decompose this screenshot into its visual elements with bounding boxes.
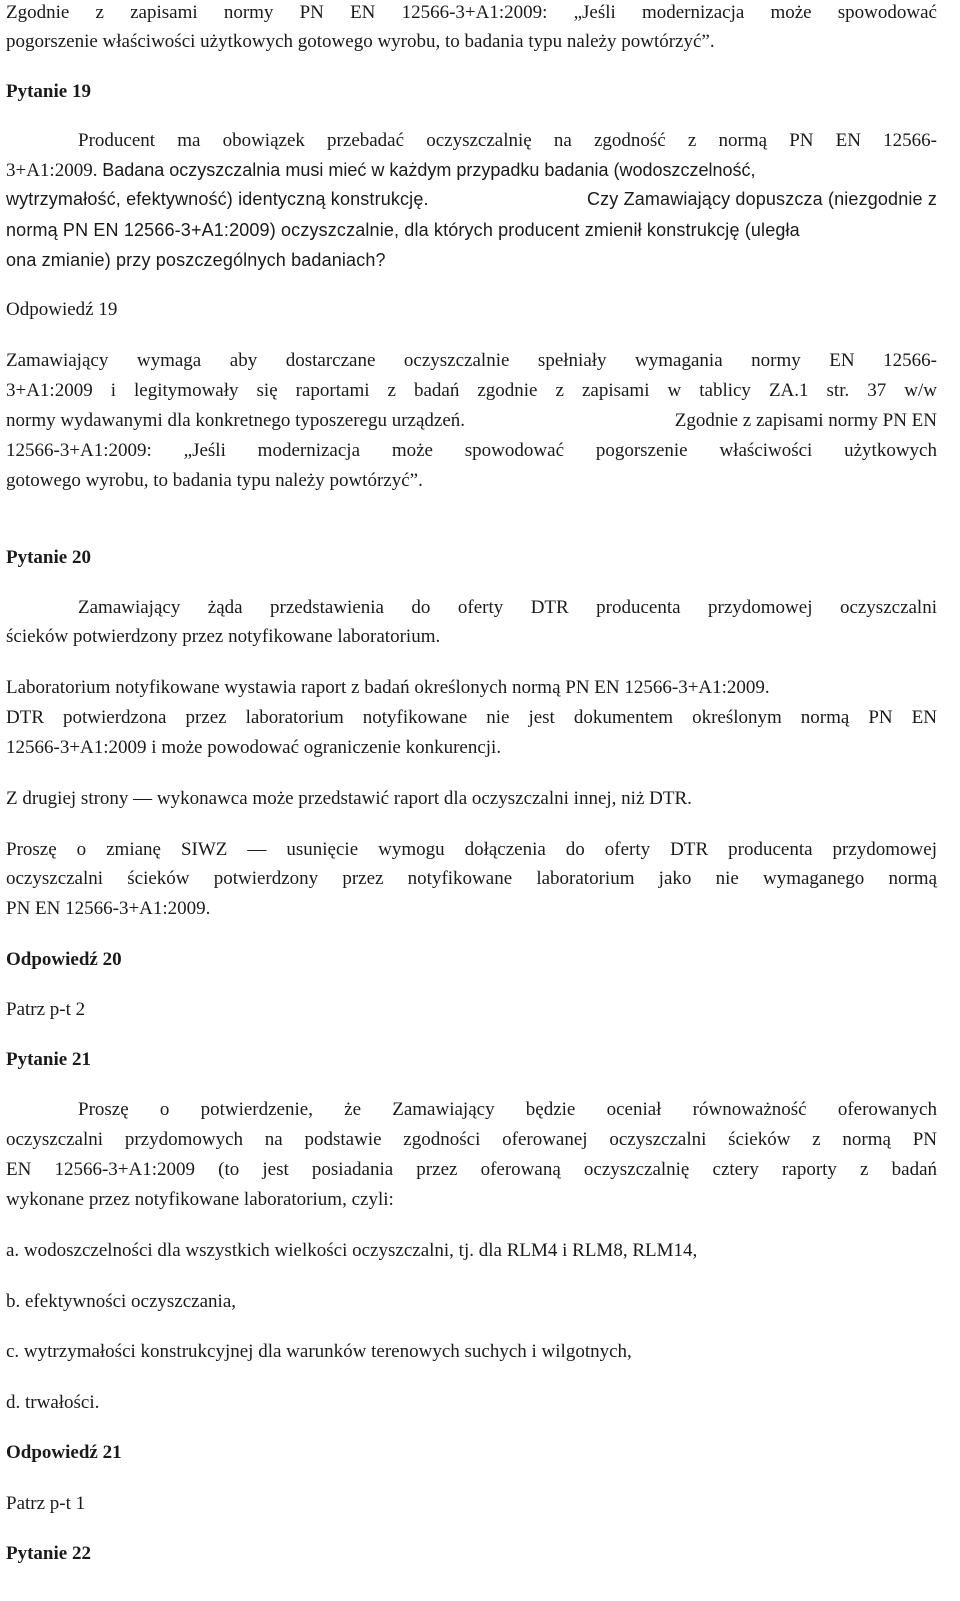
text-line: 12566-3+A1:2009: „Jeśli modernizacja może spowodować pogorszenie właściwości użytkowych	[6, 440, 937, 461]
text-line: Czy Zamawiający dopuszcza (niezgodnie z	[586, 189, 937, 209]
text-line: Zgodnie z zapisami normy PN EN 12566-3+A1:2009: „Jeśli modernizacja może spowodować	[6, 2, 937, 23]
text-line: ścieków potwierdzony przez notyfikowane laboratorium.	[6, 626, 441, 647]
text-line: wytrzymałość, efektywność) identyczną konstrukcję.	[6, 189, 429, 209]
text-line: oczyszczalni ścieków potwierdzony przez notyfikowane laboratorium jako nie wymaganego normą	[6, 868, 937, 889]
list-item: a. wodoszczelności dla wszystkich wielkości oczyszczalni, tj. dla RLM4 i RLM8, RLM14,	[6, 1240, 698, 1261]
text-line: Patrz p-t 2	[6, 999, 86, 1020]
text-line: PN EN 12566-3+A1:2009.	[6, 898, 211, 919]
answer-heading: Odpowiedź 19	[6, 299, 118, 320]
text-line	[6, 159, 937, 181]
question-heading: Pytanie 20	[6, 547, 91, 568]
list-item: b. efektywności oczyszczania,	[6, 1291, 237, 1312]
text-line: DTR potwierdzona przez laboratorium notyfikowane nie jest dokumentem określonym normą PN EN	[6, 707, 937, 728]
text-line: 3+A1:2009 i legitymowały się raportami z badań zgodnie z zapisami w tablicy ZA.1 str. 37 w/w	[6, 380, 937, 401]
text-line: normą PN EN 12566-3+A1:2009) oczyszczalnie, dla których producent zmienił konstrukcję (uległa	[6, 220, 800, 240]
list-item: c. wytrzymałości konstrukcyjnej dla warunków terenowych suchych i wilgotnych,	[6, 1341, 632, 1362]
text-line: EN 12566-3+A1:2009 (to jest posiadania przez oferowaną oczyszczalnię cztery raporty z badań	[6, 1159, 937, 1180]
text-line: Z drugiej strony — wykonawca może przedstawić raport dla oczyszczalni innej, niż DTR.	[6, 788, 692, 809]
text-line: oczyszczalni przydomowych na podstawie zgodności oferowanej oczyszczalni ścieków z normą PN	[6, 1129, 937, 1150]
text-line: wykonane przez notyfikowane laboratorium, czyli:	[6, 1189, 394, 1210]
question-heading: Pytanie 21	[6, 1049, 91, 1070]
text-line: normy wydawanymi dla konkretnego typoszeregu urządzeń.	[6, 410, 466, 431]
question-heading: Pytanie 22	[6, 1543, 91, 1564]
text-line: Producent ma obowiązek przebadać oczyszczalnię na zgodność z normą PN EN 12566-	[78, 130, 937, 151]
text-line: pogorszenie właściwości użytkowych gotowego wyrobu, to badania typu należy powtórzyć”.	[6, 31, 715, 52]
text-line: 12566-3+A1:2009 i może powodować ograniczenie konkurencji.	[6, 737, 502, 758]
list-item: d. trwałości.	[6, 1392, 100, 1413]
answer-heading: Odpowiedź 21	[6, 1442, 122, 1463]
answer-heading: Odpowiedź 20	[6, 949, 122, 970]
text-line: Proszę o potwierdzenie, że Zamawiający będzie oceniał równoważność oferowanych	[78, 1099, 937, 1120]
text-span: Badana oczyszczalnia musi mieć w każdym przypadku badania (wodoszczelność,	[102, 160, 756, 180]
text-line: Proszę o zmianę SIWZ — usunięcie wymogu dołączenia do oferty DTR producenta przydomowej	[6, 839, 937, 860]
text-line: Patrz p-t 1	[6, 1493, 86, 1514]
text-span: 3+A1:2009.	[6, 160, 98, 181]
text-line: Zamawiający wymaga aby dostarczane oczyszczalnie spełniały wymagania normy EN 12566-	[6, 350, 937, 371]
text-line: Zgodnie z zapisami normy PN EN	[674, 410, 937, 431]
text-line: Zamawiający żąda przedstawienia do oferty DTR producenta przydomowej oczyszczalni	[78, 597, 937, 618]
text-line: ona zmianie) przy poszczególnych badaniach?	[6, 250, 386, 270]
text-line: gotowego wyrobu, to badania typu należy powtórzyć”.	[6, 470, 423, 491]
text-line: Laboratorium notyfikowane wystawia raport z badań określonych normą PN EN 12566-3+A1:2009.	[6, 677, 770, 698]
question-heading: Pytanie 19	[6, 81, 91, 102]
